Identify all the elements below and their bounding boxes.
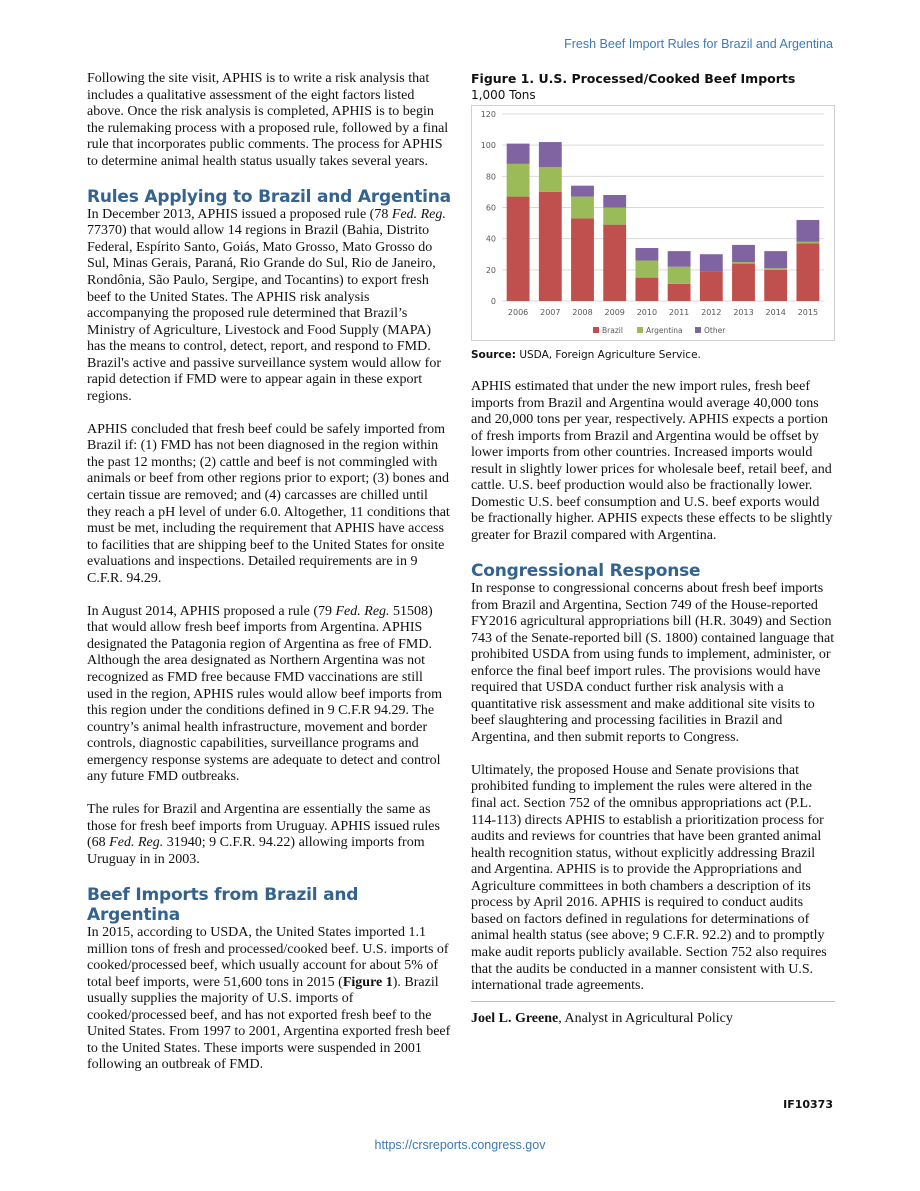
author-line — [471, 1001, 835, 1028]
figure-source: Source: USDA, Foreign Agriculture Service. — [471, 349, 701, 361]
author-title: , Analyst in Agricultural Policy — [558, 1010, 733, 1026]
heading-congressional-response: Congressional Response — [471, 560, 701, 581]
bar-other-2010 — [635, 248, 658, 260]
bar-chart — [472, 106, 834, 340]
bar-other-2011 — [668, 251, 691, 267]
bar-argentina-2010 — [635, 260, 658, 277]
chart-frame — [471, 105, 835, 341]
legend-label-argentina: Argentina — [646, 326, 683, 335]
bar-argentina-2008 — [571, 197, 594, 219]
y-tick-label: 0 — [490, 297, 496, 306]
x-tick-label: 2013 — [733, 308, 754, 317]
bar-brazil-2010 — [635, 278, 658, 301]
bar-other-2012 — [700, 254, 723, 271]
right-column — [471, 71, 835, 1027]
bar-argentina-2015 — [796, 242, 819, 244]
running-header: Fresh Beef Import Rules for Brazil and Argentina — [564, 37, 833, 51]
y-tick-label: 100 — [480, 141, 496, 151]
bar-other-2014 — [764, 251, 787, 268]
heading-rules-brazil-argentina: Rules Applying to Brazil and Argentina — [87, 186, 451, 207]
bar-brazil-2008 — [571, 218, 594, 301]
footer-url[interactable]: https://crsreports.congress.gov — [374, 1138, 546, 1152]
paragraph-brazil-rule: In December 2013, APHIS issued a proposed rule (78 Fed. Reg. 77370) that would allow 14 regions in Brazil (Bahia, Distrito Federal, Espírito Santo, Goiás, Mato Grosso, Mato Grosso do Sul, Minas Gerais, Paraná, Rio Grande do Sul, Rio de Janeiro, Rondônia, São Paulo, Sergipe, and Tocantins) to export fresh beef to the United States. The APHIS risk analysis accompanying the proposed rule determined that Brazil’s Ministry of Agriculture, Livestock and Food Supply (MAPA) has the means to control, detect, report, and respond to FMD. Brazil's active and passive surveillance system would allow for rapid detection if FMD were to appear again in these export regions. — [87, 206, 446, 404]
bar-argentina-2007 — [539, 167, 562, 192]
bar-other-2013 — [732, 245, 755, 262]
x-tick-label: 2015 — [797, 308, 819, 317]
left-column — [87, 71, 451, 1090]
bar-brazil-2006 — [507, 197, 530, 301]
paragraph-beef-imports: In 2015, according to USDA, the United States imported 1.1 million tons of fresh and processed/cooked beef. U.S. imports of cooked/processed beef, which usually account for about 5% of total beef imports, were 51,600 tons in 2015 (Figure 1). Brazil usually supplies the majority of U.S. imports of cooked/processed beef, and has not exported fresh beef to the United States. From 1997 to 2001, Argentina exported fresh beef to the United States. These imports were suspended in 2001 following an outbreak of FMD. — [87, 925, 451, 1073]
paragraph-site-visit: Following the site visit, APHIS is to write a risk analysis that includes a qualitative assessment of the eight factors listed above. Once the risk analysis is completed, APHIS is to begin the rulemaking process with a proposed rule, followed by a final rule that incorporates public comments. The process for APHIS to determine animal health status usually takes several years. — [87, 71, 449, 169]
bar-argentina-2014 — [764, 268, 787, 270]
paragraph-aphis-conclusion: APHIS concluded that fresh beef could be safely imported from Brazil if: (1) FMD has not been diagnosed in the region within the past 12 months; (2) cattle and beef is not commingled with animals or beef from other regions prior to export; (3) bones and certain tissue are removed; and (4) carcasses are chilled until they reach a pH level of under 6.0. Altogether, 11 conditions that must be met, including the requirement that APHIS have access to facilities that are shipping beef to the United States for onsite evaluations and inspections. Detailed requirements are in 9 C.F.R. 94.29. — [87, 421, 450, 586]
y-tick-label: 60 — [485, 203, 496, 213]
x-tick-label: 2007 — [540, 308, 561, 317]
x-tick-label: 2010 — [636, 308, 658, 317]
figure-unit: 1,000 Tons — [471, 88, 536, 102]
legend-label-brazil: Brazil — [602, 326, 623, 335]
x-tick-label: 2009 — [604, 308, 625, 317]
y-tick-label: 120 — [480, 110, 496, 119]
bar-argentina-2011 — [668, 267, 691, 284]
bar-other-2015 — [796, 220, 819, 242]
bar-brazil-2013 — [732, 264, 755, 301]
bar-other-2009 — [603, 195, 626, 207]
x-tick-label: 2008 — [572, 308, 593, 317]
bar-other-2008 — [571, 186, 594, 197]
bar-argentina-2006 — [507, 164, 530, 197]
legend-swatch-argentina — [637, 327, 643, 333]
bar-other-2007 — [539, 142, 562, 167]
x-tick-label: 2012 — [701, 308, 722, 317]
bar-brazil-2015 — [796, 243, 819, 301]
x-tick-label: 2011 — [668, 308, 690, 317]
y-tick-label: 80 — [485, 172, 496, 182]
heading-beef-imports: Beef Imports from Brazil and Argentina — [87, 885, 359, 926]
bar-brazil-2007 — [539, 192, 562, 301]
x-tick-label: 2014 — [765, 308, 786, 317]
legend-swatch-brazil — [593, 327, 599, 333]
legend-label-other: Other — [704, 326, 726, 335]
bar-brazil-2012 — [700, 271, 723, 301]
figure-title: Figure 1. U.S. Processed/Cooked Beef Imports — [471, 71, 796, 86]
author-name: Joel L. Greene — [471, 1010, 559, 1026]
paragraph-congressional-concerns: In response to congressional concerns about fresh beef imports from Brazil and Argentina, Section 749 of the House-reported FY2016 agricultural appropriations bill (H.R. 3049) and Section 743 of the Senate-reported bill (S. 1800) contained language that prohibited USDA from using funds to implement, administer, or enforce the final beef import rules. The provisions would have required that USDA conduct further risk analysis with a quantitative risk assessment and make additional site visits to beef slaughtering and processing facilities in Brazil and Argentina, and then submit reports to Congress. — [471, 580, 835, 745]
bar-brazil-2014 — [764, 270, 787, 301]
figure-1-reference[interactable]: Figure 1 — [342, 974, 393, 990]
bar-brazil-2009 — [603, 225, 626, 301]
legend-swatch-other — [695, 327, 701, 333]
paragraph-final-act: Ultimately, the proposed House and Senate provisions that prohibited funding to implement the rules were altered in the final act. Section 752 of the omnibus appropriations act (P.L. 114-113) directs APHIS to establish a prioritization process for audits and reviews for countries that have been granted animal health recognition status, without explicitly addressing Brazil and Argentina. APHIS is to provide the Appropriations and Agriculture committees in both chambers a description of its process by April 2016. APHIS is required to conduct audits based on factors defined in regulations for determinations of animal health status (see above; 9 C.F.R. 92.2) and to promptly make audit reports publicly available. Section 752 also requires that the audits be conducted in a manner consistent with U.S. international trade agreements. — [471, 762, 827, 994]
document-id: IF10373 — [783, 1098, 833, 1111]
y-tick-label: 20 — [485, 265, 496, 275]
bar-argentina-2013 — [732, 262, 755, 264]
paragraph-aphis-estimate: APHIS estimated that under the new import rules, fresh beef imports from Brazil and Argentina would average 40,000 tons and 20,000 tons per year, respectively. APHIS expects a portion of fresh imports from Brazil and Argentina would be offset by lower imports from other countries. Increased imports would result in slightly lower prices for wholesale beef, retail beef, and cattle. U.S. beef production would also be fractionally lower. Domestic U.S. beef consumption and U.S. beef exports would be fractionally higher. APHIS expects these effects to be slightly greater for Brazil compared with Argentina. — [471, 379, 833, 543]
bar-argentina-2009 — [603, 208, 626, 225]
x-tick-label: 2006 — [507, 308, 529, 317]
bar-brazil-2011 — [668, 284, 691, 301]
paragraph-uruguay: The rules for Brazil and Argentina are essentially the same as those for fresh beef imports from Uruguay. APHIS issued rules (68 Fed. Reg. 31940; 9 C.F.R. 94.22) allowing imports from Uruguay in in 2003. — [87, 802, 440, 867]
bar-other-2006 — [507, 144, 530, 164]
y-tick-label: 40 — [485, 234, 496, 244]
paragraph-argentina-rule: In August 2014, APHIS proposed a rule (79 Fed. Reg. 51508) that would allow fresh beef imports from Argentina. APHIS designated the Patagonia region of Argentina as free of FMD. Although the area designated as Northern Argentina was not recognized as FMD free because FMD vaccinations are still used in the region, APHIS rules would allow beef imports from this region under the conditions defined in 9 C.F.R 94.29. The country’s animal health infrastructure, movement and border controls, diagnostic capabilities, surveillance programs and emergency response systems are adequate to detect and control any future FMD outbreaks. — [87, 603, 443, 785]
